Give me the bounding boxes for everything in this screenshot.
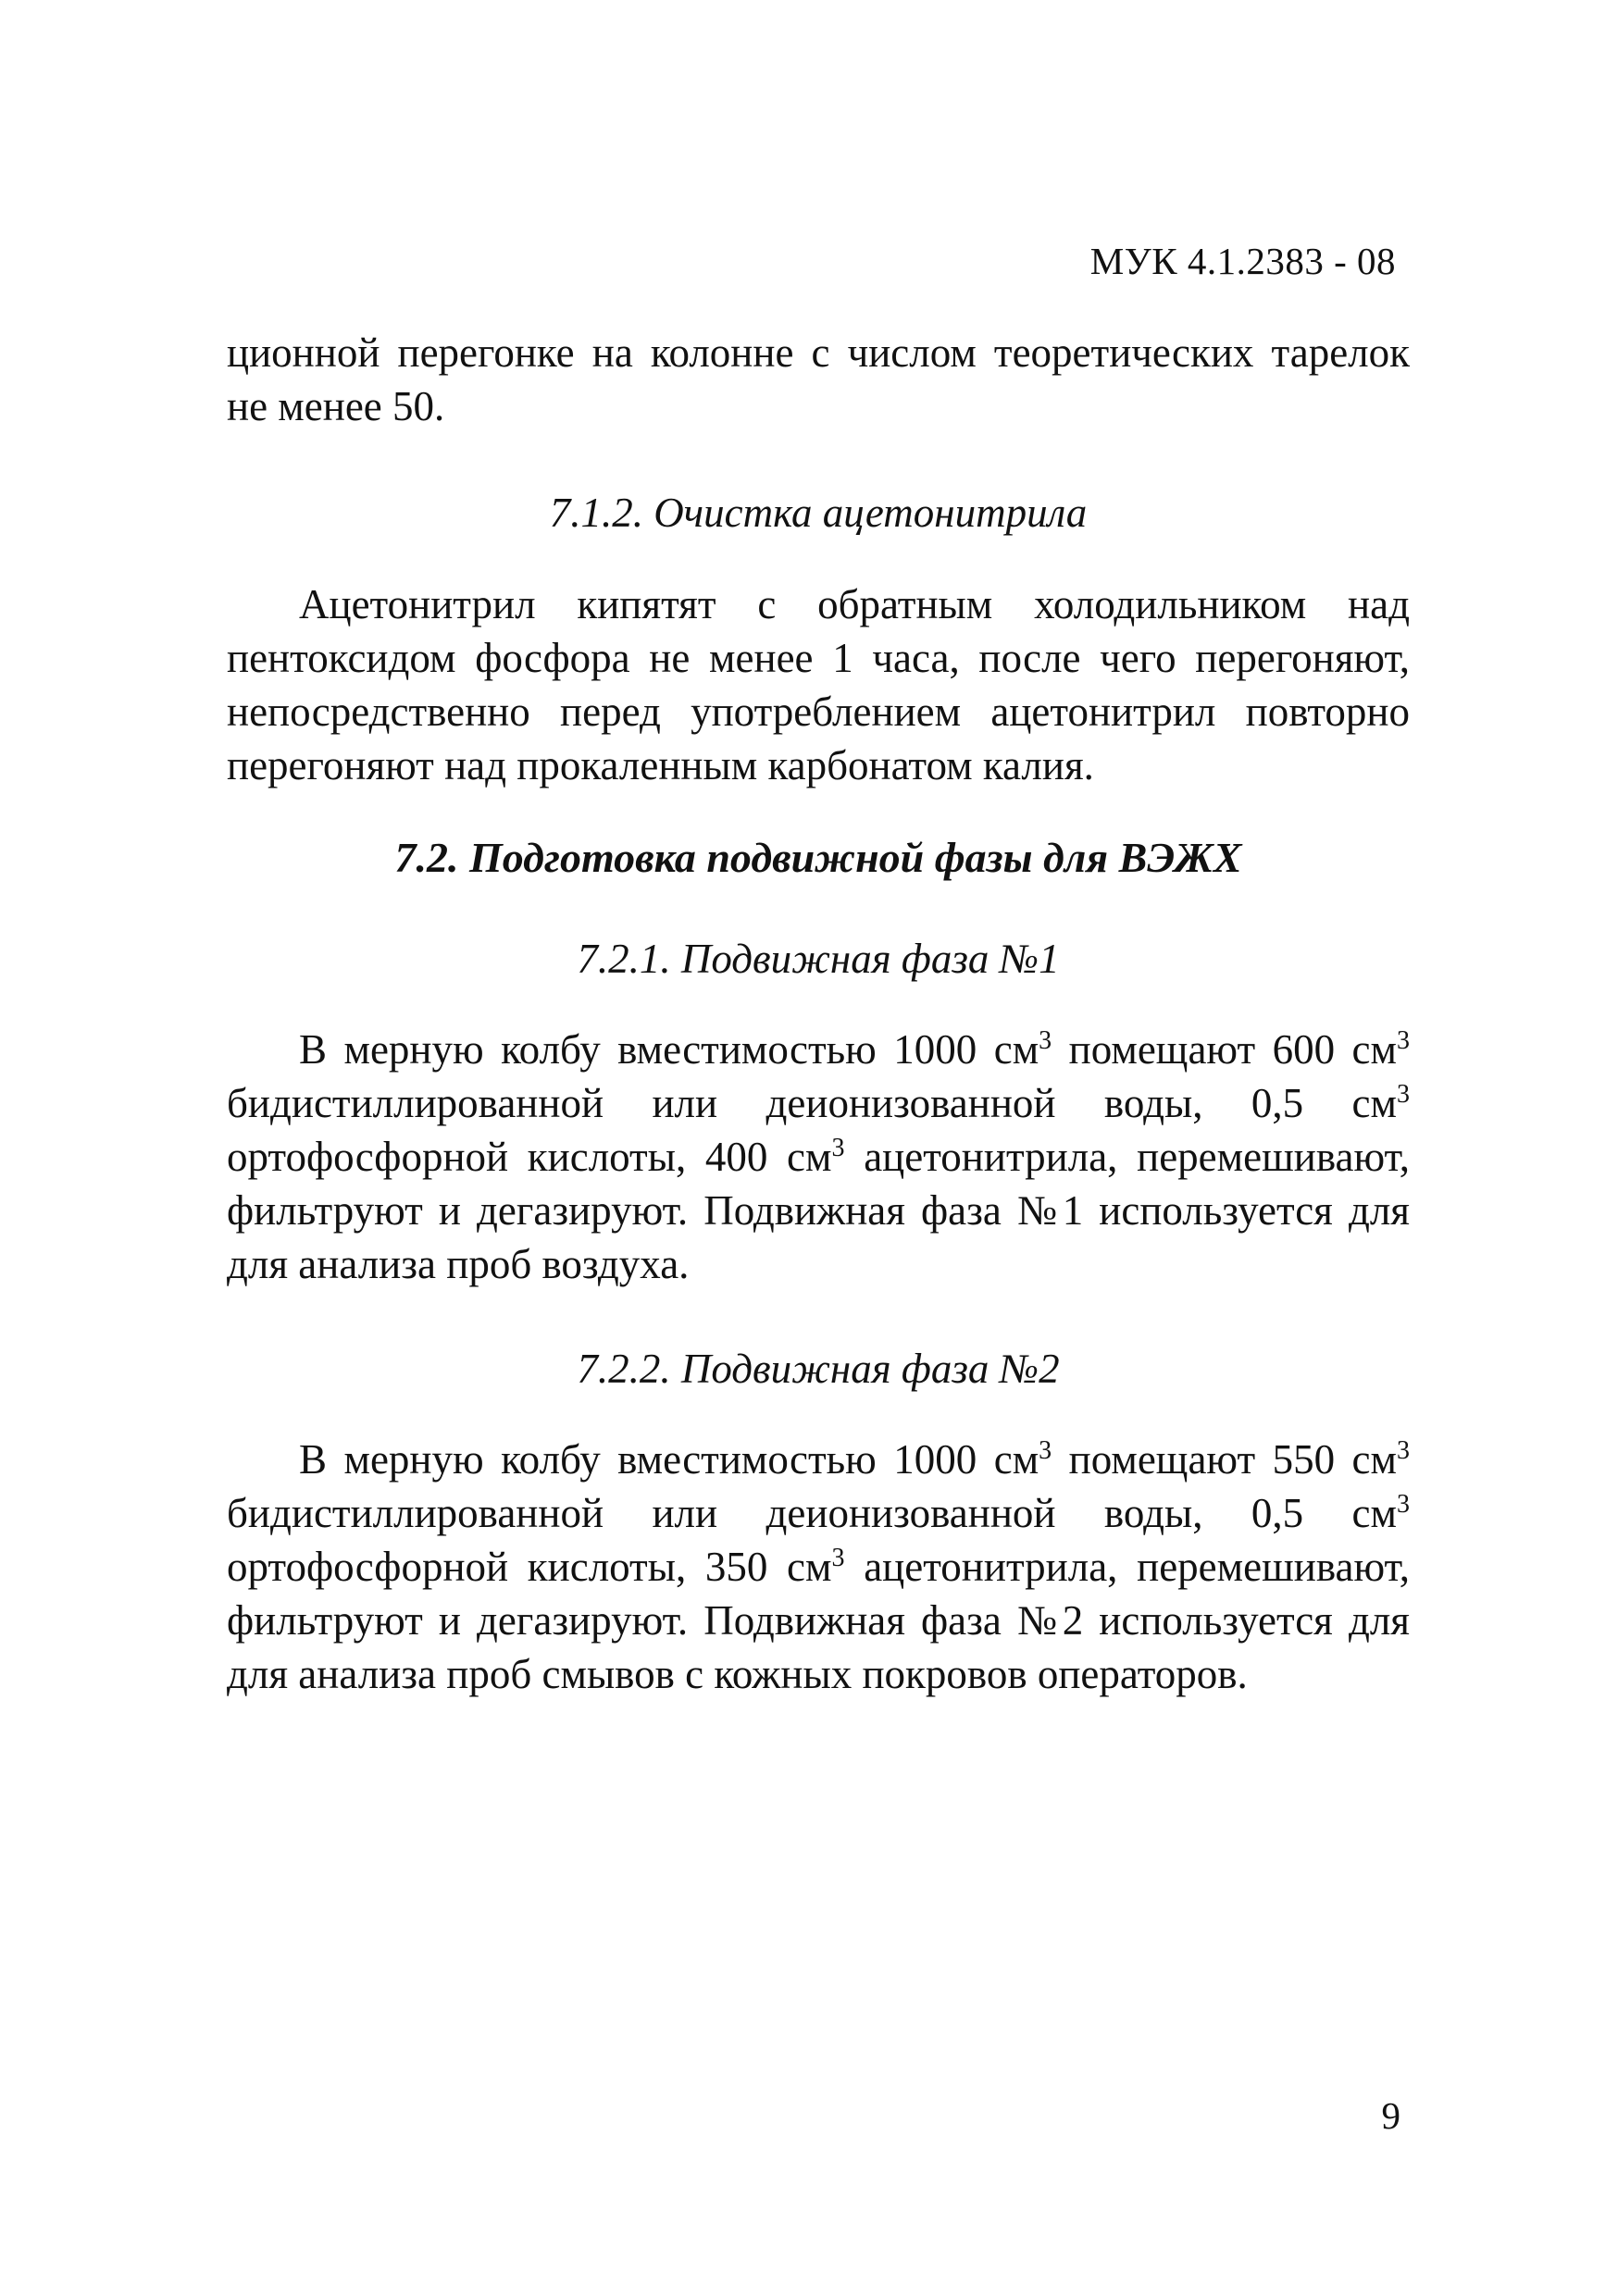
cube-superscript: 3 [1396,1436,1410,1465]
text-fragment: ортофосфорной кислоты, 350 см [227,1544,832,1590]
cube-superscript: 3 [1039,1026,1052,1055]
section-7-1-2-paragraph [227,577,1410,792]
section-7-2-title: 7.2. Подготовка подвижной фазы для ВЭЖХ [394,834,1242,881]
text-fragment: бидистиллированной или деионизованной воды, 0,5 см [227,1490,1397,1536]
text-fragment: В мерную колбу вместимостью 1000 см [299,1436,1039,1483]
cube-superscript: 3 [831,1544,845,1572]
text-fragment: ацетонитрила, перемешивают, фильтруют и дегазируют. Подвижная фаза №1 используется для для анализа проб воздуха. [227,1134,1411,1287]
text-fragment: бидистиллированной или деионизованной воды, 0,5 см [227,1080,1397,1126]
cube-superscript: 3 [1397,1490,1410,1519]
text-fragment: ацетонитрила, перемешивают, фильтруют и дегазируют. Подвижная фаза №2 используется для для анализа проб смывов с кожных покровов операторов. [227,1544,1411,1697]
section-7-2-1-text [227,1023,1410,1291]
cube-superscript: 3 [1397,1080,1410,1109]
section-7-2-2-text [227,1433,1410,1701]
cube-superscript: 3 [831,1134,845,1162]
section-7-2-1-paragraph [227,1023,1410,1291]
document-code: МУК 4.1.2383 - 08 [1089,240,1396,282]
section-7-1-2-text: Ацетонитрил кипятят с обратным холодильником над пентоксидом фосфора не менее 1 часа, после чего перегоняют, непосредственно перед употреблением ацетонитрил повторно перегоняют над прокаленным карбонатом калия. [227,581,1410,788]
continuation-text: ционной перегонке на колонне с числом теоретических тарелок не менее 50. [227,329,1410,429]
text-fragment: помещают 550 см [1052,1436,1397,1483]
section-7-1-2-title: 7.1.2. Очистка ацетонитрила [549,490,1088,536]
text-fragment: помещают 600 см [1052,1026,1397,1073]
cube-superscript: 3 [1396,1026,1410,1055]
page-number: 9 [1381,2094,1400,2137]
text-fragment: В мерную колбу вместимостью 1000 см [299,1026,1039,1073]
section-7-2-1-title: 7.2.1. Подвижная фаза №1 [577,936,1060,982]
continuation-paragraph [227,326,1410,433]
text-fragment: ортофосфорной кислоты, 400 см [227,1134,832,1180]
section-7-2-2-title: 7.2.2. Подвижная фаза №2 [577,1346,1060,1392]
section-7-2-2-paragraph [227,1433,1410,1701]
cube-superscript: 3 [1039,1436,1052,1465]
